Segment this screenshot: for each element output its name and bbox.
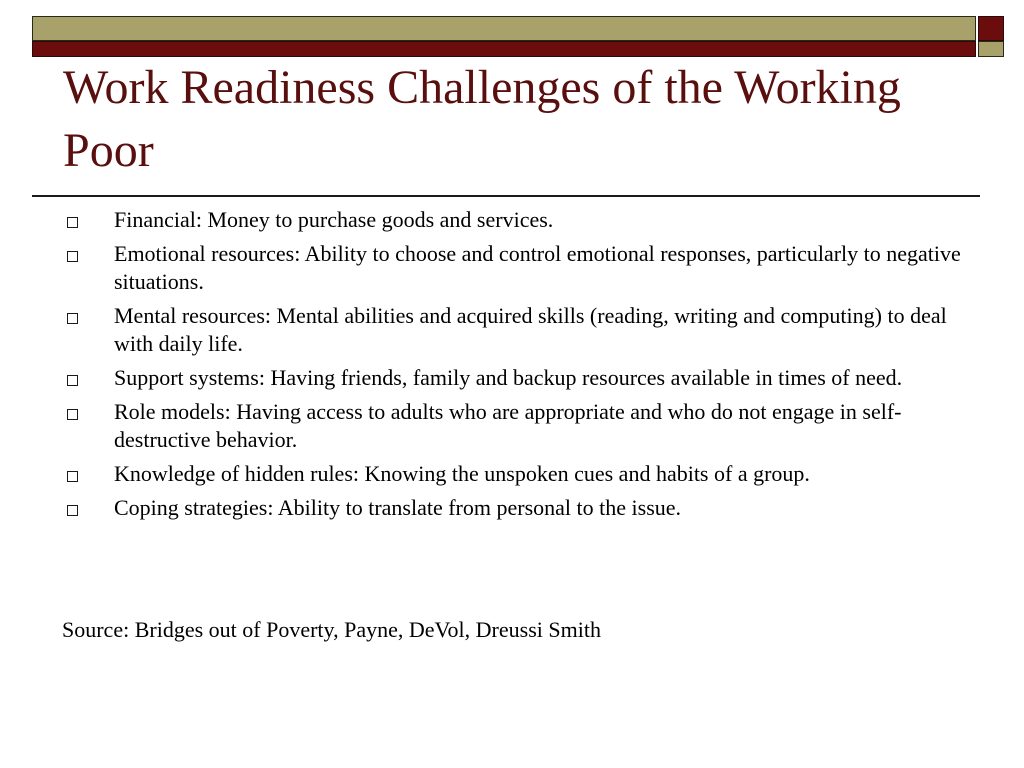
- bullet-item-support: [62, 364, 972, 392]
- bullet-item-emotional: [62, 240, 972, 296]
- title-divider: [32, 195, 980, 197]
- bullet-item-role-models: [62, 398, 972, 454]
- bullet-text: Role models: Having access to adults who are appropriate and who do not engage in self-destructive behavior.: [114, 399, 902, 452]
- square-bullet-icon: [67, 217, 78, 228]
- bullet-item-hidden-rules: [62, 460, 972, 488]
- bullet-item-financial: [62, 206, 972, 234]
- bullet-text: Support systems: Having friends, family and backup resources available in times of need.: [114, 365, 903, 390]
- bullet-item-coping: [62, 494, 972, 522]
- square-bullet-icon: [67, 409, 78, 420]
- bullet-text: Emotional resources: Ability to choose and control emotional responses, particularly to negative situations.: [114, 241, 961, 294]
- square-bullet-icon: [67, 505, 78, 516]
- bullet-text: Coping strategies: Ability to translate from personal to the issue.: [114, 495, 682, 520]
- header-square-olive: [978, 41, 1004, 57]
- slide-title: Work Readiness Challenges of the Working Poor: [63, 61, 901, 177]
- bullet-text: Financial: Money to purchase goods and services.: [114, 207, 554, 232]
- square-bullet-icon: [67, 471, 78, 482]
- header-bar-olive: [32, 16, 976, 41]
- bullet-list: [62, 206, 972, 528]
- header-square-maroon: [978, 16, 1004, 41]
- square-bullet-icon: [67, 251, 78, 262]
- bullet-item-mental: [62, 302, 972, 358]
- header-bar-maroon: [32, 41, 976, 57]
- source-citation: Source: Bridges out of Poverty, Payne, DeVol, Dreussi Smith: [62, 617, 601, 642]
- bullet-text: Mental resources: Mental abilities and acquired skills (reading, writing and computing) to deal with daily life.: [114, 303, 947, 356]
- bullet-text: Knowledge of hidden rules: Knowing the unspoken cues and habits of a group.: [114, 461, 810, 486]
- square-bullet-icon: [67, 313, 78, 324]
- square-bullet-icon: [67, 375, 78, 386]
